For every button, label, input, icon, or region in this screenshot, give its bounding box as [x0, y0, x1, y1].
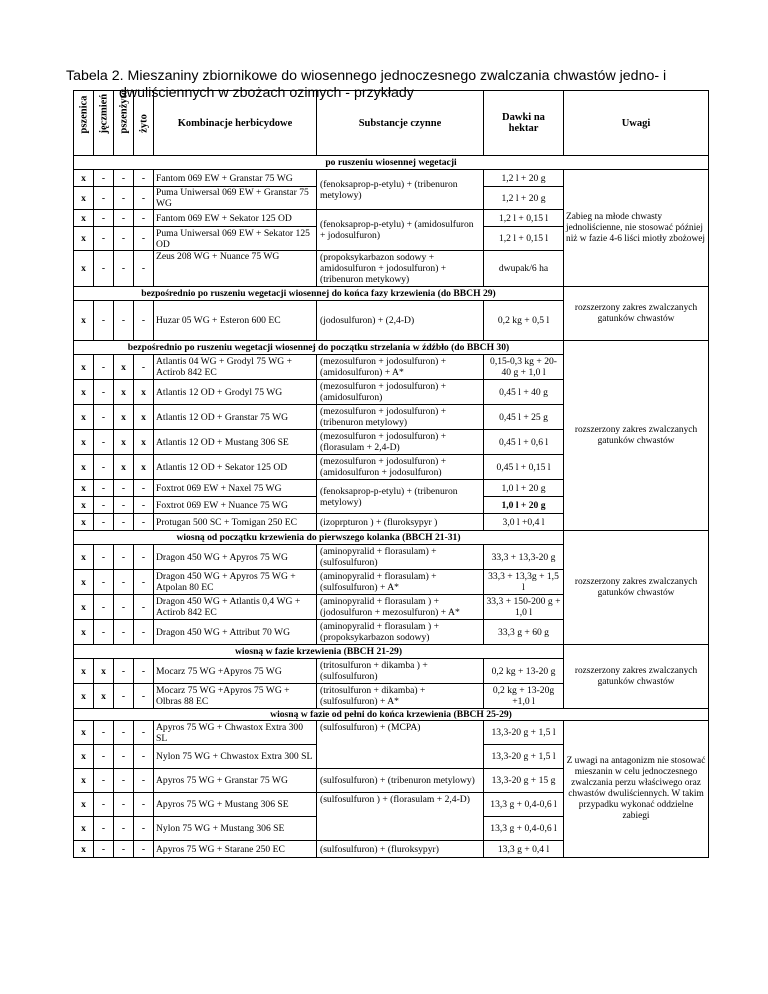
mark-pszenzyto: -	[114, 684, 134, 709]
mark-zyto: -	[134, 841, 154, 858]
combo-cell: Fantom 069 EW + Granstar 75 WG	[154, 170, 317, 187]
mark-jeczmien: -	[94, 251, 114, 287]
mark-pszenzyto: x	[114, 380, 134, 405]
combo-cell: Fantom 069 EW + Sekator 125 OD	[154, 210, 317, 227]
section-title: wiosną w fazie krzewienia (BBCH 21-29)	[74, 645, 564, 659]
section-row	[74, 709, 709, 721]
combo-cell: Apyros 75 WG + Chwastox Extra 300 SL	[154, 721, 317, 745]
substance-cell: (sulfosulfuron) + (MCPA)	[317, 721, 484, 769]
mark-pszenzyto: x	[114, 355, 134, 380]
mark-pszenzyto: -	[114, 793, 134, 817]
section-title: wiosną w fazie od pełni do końca krzewienia (BBCH 25-29)	[74, 709, 709, 721]
mark-pszenzyto: -	[114, 817, 134, 841]
dose-cell: 33,3 + 13,3g + 1,5 l	[484, 570, 564, 595]
substance-cell: (sulfosulfuron) + (tribenuron metylowy)	[317, 769, 484, 793]
mark-jeczmien: -	[94, 380, 114, 405]
mark-pszenica: x	[74, 817, 94, 841]
mark-pszenica: x	[74, 251, 94, 287]
mark-jeczmien: -	[94, 570, 114, 595]
mark-pszenica: x	[74, 769, 94, 793]
combo-cell: Foxtrot 069 EW + Naxel 75 WG	[154, 480, 317, 497]
mark-pszenica: x	[74, 620, 94, 645]
substance-cell: (aminopyralid + florasulam ) + (jodosulfuron + mezosulfuron) + A*	[317, 595, 484, 620]
caption-line-1: Tabela 2. Mieszaniny zbiornikowe do wiosennego jednoczesnego zwalczania chwastów jedno- i	[66, 68, 667, 84]
mark-zyto: -	[134, 170, 154, 187]
mark-zyto: -	[134, 570, 154, 595]
combo-cell: Puma Uniwersal 069 EW + Sekator 125 OD	[154, 227, 317, 251]
mark-pszenica: x	[74, 170, 94, 187]
mark-jeczmien: -	[94, 170, 114, 187]
mark-pszenica: x	[74, 480, 94, 497]
mark-jeczmien: -	[94, 405, 114, 430]
herbicide-mixtures-table	[73, 90, 709, 858]
substance-cell: (mezosulfuron + jodosulfuron) + (amidosulfuron + jodosulfuron)	[317, 455, 484, 480]
mark-zyto: x	[134, 405, 154, 430]
combo-cell: Foxtrot 069 EW + Nuance 75 WG	[154, 497, 317, 514]
mark-pszenica: x	[74, 405, 94, 430]
section-title: bezpośrednio po ruszeniu wegetacji wiosennej do początku strzelania w źdźbło (do BBCH 30)	[74, 341, 564, 355]
dose-cell: 1,2 l + 20 g	[484, 187, 564, 210]
combo-cell: Apyros 75 WG + Granstar 75 WG	[154, 769, 317, 793]
mark-jeczmien: -	[94, 841, 114, 858]
combo-cell: Huzar 05 WG + Esteron 600 EC	[154, 301, 317, 341]
dose-cell: 0,15-0,3 kg + 20-40 g + 1,0 l	[484, 355, 564, 380]
mark-jeczmien: -	[94, 187, 114, 210]
dose-cell: 0,45 l + 40 g	[484, 380, 564, 405]
mark-pszenzyto: -	[114, 301, 134, 341]
header-zyto: żyto	[134, 91, 154, 156]
combo-cell: Atlantis 12 OD + Grodyl 75 WG	[154, 380, 317, 405]
dose-cell: 0,2 kg + 0,5 l	[484, 301, 564, 341]
substance-cell: (sulfosulfuron ) + (florasulam + 2,4-D)	[317, 793, 484, 841]
mark-zyto: -	[134, 659, 154, 684]
mark-zyto: -	[134, 620, 154, 645]
note-cell: rozszerzony zakres zwalczanych gatunków chwastów	[564, 341, 709, 531]
mark-pszenzyto: x	[114, 455, 134, 480]
dose-cell: 13,3-20 g + 1,5 l	[484, 745, 564, 769]
dose-cell: 33,3 + 13,3-20 g	[484, 545, 564, 570]
mark-zyto: -	[134, 769, 154, 793]
combo-cell: Atlantis 12 OD + Mustang 306 SE	[154, 430, 317, 455]
mark-jeczmien: -	[94, 210, 114, 227]
mark-pszenica: x	[74, 841, 94, 858]
header-row	[74, 91, 709, 156]
dose-cell: 13,3 g + 0,4 l	[484, 841, 564, 858]
mark-pszenica: x	[74, 595, 94, 620]
mark-pszenica: x	[74, 721, 94, 745]
dose-cell: 13,3-20 g + 15 g	[484, 769, 564, 793]
mark-jeczmien: -	[94, 769, 114, 793]
mark-jeczmien: -	[94, 545, 114, 570]
substance-cell: (fenoksaprop-p-etylu) + (amidosulfuron + jodosulfuron)	[317, 210, 484, 251]
section-title: po ruszeniu wiosennej wegetacji	[74, 156, 709, 170]
combo-cell: Atlantis 04 WG + Grodyl 75 WG + Actirob 842 EC	[154, 355, 317, 380]
mark-pszenica: x	[74, 430, 94, 455]
substance-cell: (fenoksaprop-p-etylu) + (tribenuron metylowy)	[317, 480, 484, 514]
mark-zyto: -	[134, 480, 154, 497]
mark-jeczmien: -	[94, 620, 114, 645]
combo-cell: Nylon 75 WG + Chwastox Extra 300 SL	[154, 745, 317, 769]
mark-jeczmien: -	[94, 793, 114, 817]
mark-pszenica: x	[74, 793, 94, 817]
dose-cell: 1,0 l + 20 g	[484, 480, 564, 497]
section-row	[74, 156, 709, 170]
substance-cell: (aminopyralid + florasulam) + (sulfosulfuron)	[317, 545, 484, 570]
dose-cell: 13,3 g + 0,4-0,6 l	[484, 817, 564, 841]
mark-pszenzyto: -	[114, 545, 134, 570]
mark-zyto: -	[134, 684, 154, 709]
table-row	[74, 170, 709, 187]
mark-pszenica: x	[74, 301, 94, 341]
substance-cell: (tritosulfuron + dikamba ) + (sulfosulfuron)	[317, 659, 484, 684]
mark-zyto: -	[134, 210, 154, 227]
mark-zyto: -	[134, 745, 154, 769]
mark-zyto: -	[134, 545, 154, 570]
dose-cell: 0,45 l + 0,15 l	[484, 455, 564, 480]
dose-cell: 33,3 + 150-200 g + 1,0 l	[484, 595, 564, 620]
note-cell: rozszerzony zakres zwalczanych gatunków chwastów	[564, 287, 709, 341]
mark-pszenica: x	[74, 210, 94, 227]
mark-pszenica: x	[74, 659, 94, 684]
mark-pszenica: x	[74, 514, 94, 531]
mark-jeczmien: x	[94, 684, 114, 709]
mark-jeczmien: -	[94, 430, 114, 455]
substance-cell: (aminopyralid + florasulam ) + (propoksykarbazon sodowy)	[317, 620, 484, 645]
substance-cell: (jodosulfuron) + (2,4-D)	[317, 301, 484, 341]
combo-cell: Dragon 450 WG + Attribut 70 WG	[154, 620, 317, 645]
combo-cell: Dragon 450 WG + Apyros 75 WG + Atpolan 80 EC	[154, 570, 317, 595]
mark-pszenzyto: -	[114, 745, 134, 769]
combo-cell: Protugan 500 SC + Tomigan 250 EC	[154, 514, 317, 531]
mark-zyto: -	[134, 595, 154, 620]
mark-zyto: x	[134, 455, 154, 480]
mark-jeczmien: -	[94, 721, 114, 745]
mark-jeczmien: -	[94, 480, 114, 497]
mark-pszenzyto: -	[114, 620, 134, 645]
mark-zyto: -	[134, 793, 154, 817]
mark-pszenzyto: x	[114, 430, 134, 455]
substance-cell: (fenoksaprop-p-etylu) + (tribenuron metylowy)	[317, 170, 484, 210]
header-pszenica: pszenica	[74, 91, 94, 156]
substance-cell: (mezosulfuron + jodosulfuron) + (tribenuron metylowy)	[317, 405, 484, 430]
substance-cell: (mezosulfuron + jodosulfuron) + (amidosulfuron)	[317, 380, 484, 405]
substance-cell: (tritosulfuron + dikamba) + (sulfosulfuron) + A*	[317, 684, 484, 709]
combo-cell: Apyros 75 WG + Mustang 306 SE	[154, 793, 317, 817]
mark-zyto: -	[134, 817, 154, 841]
mark-pszenzyto: x	[114, 405, 134, 430]
mark-pszenzyto: -	[114, 595, 134, 620]
dose-cell: 0,2 kg + 13-20g +1,0 l	[484, 684, 564, 709]
mark-pszenica: x	[74, 497, 94, 514]
mark-jeczmien: -	[94, 455, 114, 480]
mark-pszenzyto: -	[114, 659, 134, 684]
mark-pszenica: x	[74, 684, 94, 709]
dose-cell: 33,3 g + 60 g	[484, 620, 564, 645]
substance-cell: (mezosulfuron + jodosulfuron) + (florasulam + 2,4-D)	[317, 430, 484, 455]
mark-pszenica: x	[74, 455, 94, 480]
mark-zyto: -	[134, 514, 154, 531]
mark-pszenica: x	[74, 355, 94, 380]
mark-pszenica: x	[74, 745, 94, 769]
dose-cell: 1,2 l + 0,15 l	[484, 227, 564, 251]
mark-pszenzyto: -	[114, 721, 134, 745]
mark-zyto: -	[134, 227, 154, 251]
header-substancje: Substancje czynne	[317, 91, 484, 156]
note-cell: rozszerzony zakres zwalczanych gatunków chwastów	[564, 531, 709, 645]
dose-cell: 3,0 l +0,4 l	[484, 514, 564, 531]
note-cell: Z uwagi na antagonizm nie stosować mieszanin w celu jednoczesnego zwalczania perzu właściwego oraz chwastów dwuliściennych. W takim przypadku wykonać oddzielne zabiegi	[564, 721, 709, 858]
mark-pszenzyto: -	[114, 841, 134, 858]
mark-zyto: -	[134, 301, 154, 341]
combo-cell: Mocarz 75 WG +Apyros 75 WG + Olbras 88 EC	[154, 684, 317, 709]
header-uwagi: Uwagi	[564, 91, 709, 156]
dose-cell: 13,3-20 g + 1,5 l	[484, 721, 564, 745]
section-row	[74, 645, 709, 659]
substance-cell: (mezosulfuron + jodosulfuron) + (amidosulfuron) + A*	[317, 355, 484, 380]
note-cell: rozszerzony zakres zwalczanych gatunków chwastów	[564, 645, 709, 709]
mark-pszenica: x	[74, 187, 94, 210]
header-jeczmien: jęczmień	[94, 91, 114, 156]
header-dawki: Dawki na hektar	[484, 91, 564, 156]
mark-jeczmien: -	[94, 497, 114, 514]
dose-cell: 1,2 l + 20 g	[484, 170, 564, 187]
mark-zyto: -	[134, 251, 154, 287]
mark-jeczmien: -	[94, 514, 114, 531]
mark-pszenzyto: -	[114, 227, 134, 251]
mark-zyto: x	[134, 380, 154, 405]
combo-cell: Nylon 75 WG + Mustang 306 SE	[154, 817, 317, 841]
header-pszenzyto: pszenżyto	[114, 91, 134, 156]
combo-cell: Apyros 75 WG + Starane 250 EC	[154, 841, 317, 858]
caption-line-2: dwuliściennych w zbożach ozimych - przykłady	[119, 85, 414, 101]
substance-cell: (propoksykarbazon sodowy + amidosulfuron + jodosulfuron) + (tribenuron metykowy)	[317, 251, 484, 287]
mark-jeczmien: -	[94, 817, 114, 841]
substance-cell: (izoprpturon ) + (fluroksypyr )	[317, 514, 484, 531]
mark-jeczmien: -	[94, 745, 114, 769]
mark-jeczmien: -	[94, 355, 114, 380]
combo-cell: Mocarz 75 WG +Apyros 75 WG	[154, 659, 317, 684]
combo-cell: Dragon 450 WG + Apyros 75 WG	[154, 545, 317, 570]
mark-zyto: -	[134, 355, 154, 380]
combo-cell: Zeus 208 WG + Nuance 75 WG	[154, 251, 317, 287]
dose-cell: 13,3 g + 0,4-0,6 l	[484, 793, 564, 817]
mark-pszenica: x	[74, 545, 94, 570]
mark-pszenzyto: -	[114, 187, 134, 210]
mark-zyto: -	[134, 721, 154, 745]
mark-jeczmien: x	[94, 659, 114, 684]
mark-pszenzyto: -	[114, 210, 134, 227]
substance-cell: (sulfosulfuron) + (fluroksypyr)	[317, 841, 484, 858]
section-row	[74, 531, 709, 545]
section-title: wiosną od początku krzewienia do pierwszego kolanka (BBCH 21-31)	[74, 531, 564, 545]
combo-cell: Atlantis 12 OD + Granstar 75 WG	[154, 405, 317, 430]
mark-jeczmien: -	[94, 595, 114, 620]
dose-cell: 1,2 l + 0,15 l	[484, 210, 564, 227]
dose-cell: 1,0 l + 20 g	[484, 497, 564, 514]
mark-zyto: -	[134, 187, 154, 210]
combo-cell: Puma Uniwersal 069 EW + Granstar 75 WG	[154, 187, 317, 210]
mark-jeczmien: -	[94, 227, 114, 251]
dose-cell: 0,45 l + 0,6 l	[484, 430, 564, 455]
dose-cell: dwupak/6 ha	[484, 251, 564, 287]
mark-pszenica: x	[74, 227, 94, 251]
mark-pszenzyto: -	[114, 251, 134, 287]
header-kombinacje: Kombinacje herbicydowe	[154, 91, 317, 156]
combo-cell: Atlantis 12 OD + Sekator 125 OD	[154, 455, 317, 480]
combo-cell: Dragon 450 WG + Atlantis 0,4 WG + Actirob 842 EC	[154, 595, 317, 620]
section-title: bezpośrednio po ruszeniu wegetacji wiosennej do końca fazy krzewienia (do BBCH 29)	[74, 287, 564, 301]
mark-pszenzyto: -	[114, 769, 134, 793]
mark-pszenzyto: -	[114, 570, 134, 595]
section-row	[74, 341, 709, 355]
substance-cell: (aminopyralid + florasulam) + (sulfosulfuron) + A*	[317, 570, 484, 595]
mark-pszenzyto: -	[114, 170, 134, 187]
mark-pszenzyto: -	[114, 514, 134, 531]
mark-pszenica: x	[74, 380, 94, 405]
mark-pszenzyto: -	[114, 480, 134, 497]
mark-pszenica: x	[74, 570, 94, 595]
mark-pszenzyto: -	[114, 497, 134, 514]
table-row	[74, 721, 709, 745]
mark-zyto: x	[134, 430, 154, 455]
note-cell: Zabieg na młode chwasty jednoliścienne, nie stosować później niż w fazie 4-6 liści miotły zbożowej	[564, 170, 709, 287]
dose-cell: 0,2 kg + 13-20 g	[484, 659, 564, 684]
section-row	[74, 287, 709, 301]
mark-zyto: -	[134, 497, 154, 514]
dose-cell: 0,45 l + 25 g	[484, 405, 564, 430]
mark-jeczmien: -	[94, 301, 114, 341]
